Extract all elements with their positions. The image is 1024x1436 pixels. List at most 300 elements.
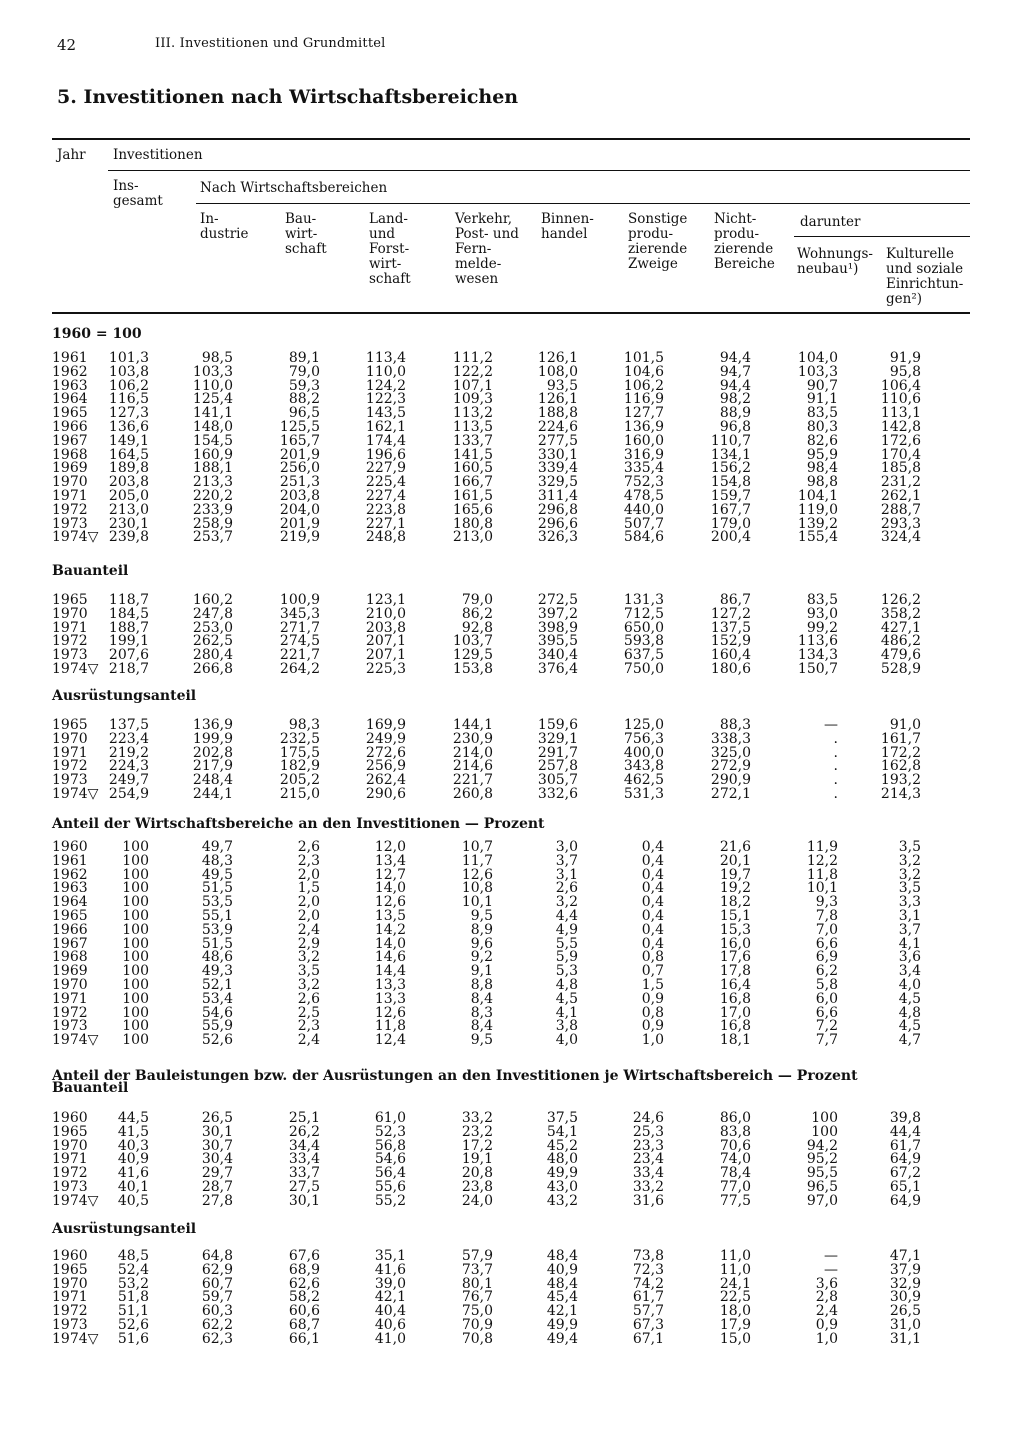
cell-wohnungsneubau: 7,8 — [815, 908, 838, 924]
table-row — [0, 881, 1024, 895]
table-row — [0, 964, 1024, 978]
cell-wohnungsneubau: 2,8 — [815, 1289, 838, 1306]
year-cell: 1963 — [52, 880, 88, 897]
cell-land-forst: 225,3 — [365, 661, 406, 677]
cell-land-forst: 14,0 — [374, 935, 406, 952]
cell-binnenhandel: 3,0 — [555, 839, 578, 855]
cell-verkehr: 86,2 — [461, 605, 493, 622]
cell-nichtproduzierende: 160,4 — [710, 647, 751, 664]
table-row — [0, 950, 1024, 964]
cell-verkehr: 213,0 — [452, 529, 493, 546]
cell-binnenhandel: 3,8 — [555, 1018, 578, 1035]
year-cell: 1967 — [52, 432, 88, 449]
cell-binnenhandel: 4,0 — [555, 1032, 578, 1049]
cell-sonstige: 33,4 — [632, 1165, 664, 1182]
cell-binnenhandel: 3,7 — [555, 852, 578, 869]
year-cell: 1971 — [52, 1289, 88, 1306]
year-cell: 1967 — [52, 935, 88, 952]
cell-land-forst: 174,4 — [365, 432, 406, 449]
year-cell: 1971 — [52, 990, 88, 1007]
cell-verkehr: 165,6 — [452, 501, 493, 518]
cell-wohnungsneubau: 150,7 — [797, 661, 838, 677]
cell-nichtproduzierende: 78,4 — [719, 1165, 751, 1182]
header-nichtproduzierende: Nicht- produ- zierende Bereiche — [714, 211, 775, 272]
cell-bauwirtschaft: 67,6 — [288, 1248, 320, 1264]
cell-sonstige: 756,3 — [623, 730, 664, 747]
cell-land-forst: 248,8 — [365, 529, 406, 546]
cell-nichtproduzierende: 110,7 — [710, 432, 751, 449]
cell-industrie: 141,1 — [192, 405, 233, 422]
cell-wohnungsneubau: 96,5 — [806, 1179, 838, 1195]
cell-bauwirtschaft: 33,4 — [288, 1151, 320, 1168]
cell-land-forst: 249,9 — [365, 730, 406, 747]
cell-sonstige: 125,0 — [623, 717, 664, 733]
year-cell: 1972 — [52, 1004, 88, 1021]
cell-kulturelle: 479,6 — [880, 647, 921, 664]
cell-wohnungsneubau: 3,6 — [815, 1275, 838, 1292]
cell-land-forst: 11,8 — [374, 1018, 406, 1035]
cell-nichtproduzierende: 86,7 — [719, 592, 751, 608]
cell-insgesamt: 103,8 — [108, 363, 149, 380]
cell-wohnungsneubau: 95,2 — [806, 1151, 838, 1168]
cell-industrie: 49,7 — [201, 839, 233, 855]
cell-bauwirtschaft: 2,0 — [297, 908, 320, 924]
section-label: Anteil der Wirtschaftsbereiche an den Investitionen — Prozent — [52, 816, 545, 832]
cell-kulturelle: 39,8 — [889, 1110, 921, 1126]
cell-bauwirtschaft: 30,1 — [288, 1192, 320, 1209]
cell-verkehr: 9,2 — [470, 949, 493, 966]
year-cell: 1970 — [52, 1275, 88, 1292]
cell-nichtproduzierende: 17,0 — [719, 1004, 751, 1021]
cell-bauwirtschaft: 1,5 — [297, 880, 320, 897]
cell-land-forst: 61,0 — [374, 1110, 406, 1126]
cell-verkehr: 9,5 — [470, 1032, 493, 1049]
year-cell: 1971 — [52, 619, 88, 636]
cell-binnenhandel: 43,0 — [546, 1179, 578, 1195]
table-row — [0, 1152, 1024, 1166]
cell-insgesamt: 230,1 — [108, 515, 149, 532]
cell-nichtproduzierende: 159,7 — [710, 488, 751, 504]
cell-bauwirtschaft: 264,2 — [279, 661, 320, 677]
cell-binnenhandel: 330,1 — [537, 446, 578, 463]
year-cell: 1970 — [52, 474, 88, 491]
table-row — [0, 923, 1024, 937]
cell-sonstige: 750,0 — [623, 661, 664, 677]
cell-bauwirtschaft: 3,5 — [297, 963, 320, 980]
cell-binnenhandel: 4,5 — [555, 990, 578, 1007]
cell-land-forst: 123,1 — [365, 592, 406, 608]
header-bottom-rule — [52, 312, 970, 314]
cell-verkehr: 8,4 — [470, 990, 493, 1007]
cell-land-forst: 40,6 — [374, 1317, 406, 1333]
table-row — [0, 1111, 1024, 1125]
cell-land-forst: 210,0 — [365, 605, 406, 622]
cell-binnenhandel: 4,4 — [555, 908, 578, 924]
cell-kulturelle: 427,1 — [880, 619, 921, 636]
cell-bauwirtschaft: 2,3 — [297, 852, 320, 869]
cell-insgesamt: 149,1 — [108, 432, 149, 449]
cell-binnenhandel: 48,4 — [546, 1248, 578, 1264]
cell-industrie: 247,8 — [192, 605, 233, 622]
cell-nichtproduzierende: 272,9 — [710, 758, 751, 775]
year-cell: 1973 — [52, 1317, 88, 1333]
cell-binnenhandel: 48,0 — [546, 1151, 578, 1168]
year-cell: 1974▽ — [52, 529, 99, 546]
header-bauwirtschaft: Bau- wirt- schaft — [285, 211, 327, 257]
cell-verkehr: 214,0 — [452, 744, 493, 761]
cell-binnenhandel: 296,8 — [537, 501, 578, 518]
year-cell: 1963 — [52, 377, 88, 394]
cell-industrie: 52,1 — [201, 977, 233, 993]
cell-sonstige: 23,4 — [632, 1151, 664, 1168]
section-label: Bauanteil — [52, 563, 129, 579]
cell-insgesamt: 40,3 — [117, 1137, 149, 1154]
cell-land-forst: 122,3 — [365, 391, 406, 408]
year-cell: 1973 — [52, 515, 88, 532]
cell-verkehr: 214,6 — [452, 758, 493, 775]
cell-land-forst: 55,6 — [374, 1179, 406, 1195]
year-cell: 1960 — [52, 1110, 88, 1126]
cell-verkehr: 92,8 — [461, 619, 493, 636]
year-cell: 1961 — [52, 350, 88, 366]
cell-binnenhandel: 45,2 — [546, 1137, 578, 1154]
cell-insgesamt: 40,5 — [117, 1192, 149, 1209]
cell-nichtproduzierende: 15,1 — [719, 908, 751, 924]
cell-binnenhandel: 272,5 — [537, 592, 578, 608]
cell-binnenhandel: 126,1 — [537, 350, 578, 366]
cell-industrie: 30,1 — [201, 1123, 233, 1140]
cell-verkehr: 8,4 — [470, 1018, 493, 1035]
cell-wohnungsneubau: 119,0 — [797, 501, 838, 518]
cell-wohnungsneubau: 6,9 — [815, 949, 838, 966]
cell-land-forst: 110,0 — [365, 363, 406, 380]
cell-bauwirtschaft: 62,6 — [288, 1275, 320, 1292]
cell-kulturelle: 3,3 — [898, 894, 921, 911]
cell-insgesamt: 51,6 — [117, 1330, 149, 1347]
cell-wohnungsneubau: 99,2 — [806, 619, 838, 636]
cell-land-forst: 12,6 — [374, 894, 406, 911]
cell-bauwirtschaft: 88,2 — [288, 391, 320, 408]
year-cell: 1974▽ — [52, 1192, 99, 1209]
cell-binnenhandel: 108,0 — [537, 363, 578, 380]
cell-bauwirtschaft: 182,9 — [279, 758, 320, 775]
cell-bauwirtschaft: 60,6 — [288, 1303, 320, 1320]
cell-binnenhandel: 43,2 — [546, 1192, 578, 1209]
cell-nichtproduzierende: 18,0 — [719, 1303, 751, 1320]
cell-nichtproduzierende: 16,4 — [719, 977, 751, 993]
table-row — [0, 746, 1024, 760]
header-wohnungsneubau: Wohnungs- neubau¹) — [797, 246, 873, 277]
cell-insgesamt: 100 — [122, 908, 149, 924]
cell-insgesamt: 101,3 — [108, 350, 149, 366]
table-row — [0, 1033, 1024, 1047]
cell-insgesamt: 239,8 — [108, 529, 149, 546]
page-number: 42 — [57, 36, 77, 54]
cell-binnenhandel: 4,1 — [555, 1004, 578, 1021]
table-row — [0, 1332, 1024, 1346]
cell-land-forst: 13,4 — [374, 852, 406, 869]
cell-wohnungsneubau: 7,7 — [815, 1032, 838, 1049]
year-cell: 1970 — [52, 605, 88, 622]
cell-binnenhandel: 2,6 — [555, 880, 578, 897]
cell-insgesamt: 205,0 — [108, 488, 149, 504]
cell-wohnungsneubau: 103,3 — [797, 363, 838, 380]
cell-binnenhandel: 339,4 — [537, 460, 578, 477]
table-row — [0, 718, 1024, 732]
cell-verkehr: 166,7 — [452, 474, 493, 491]
cell-nichtproduzierende: 17,8 — [719, 963, 751, 980]
table-row — [0, 406, 1024, 420]
cell-wohnungsneubau: 9,3 — [815, 894, 838, 911]
cell-insgesamt: 53,2 — [117, 1275, 149, 1292]
year-cell: 1970 — [52, 977, 88, 993]
cell-kulturelle: 64,9 — [889, 1192, 921, 1209]
table-row — [0, 1263, 1024, 1277]
table-row — [0, 1249, 1024, 1263]
table-row — [0, 1006, 1024, 1020]
cell-kulturelle: 113,1 — [880, 405, 921, 422]
year-cell: 1966 — [52, 921, 88, 938]
cell-verkehr: 75,0 — [461, 1303, 493, 1320]
cell-verkehr: 8,3 — [470, 1004, 493, 1021]
cell-kulturelle: 4,5 — [898, 1018, 921, 1035]
cell-wohnungsneubau: 82,6 — [806, 432, 838, 449]
cell-binnenhandel: 329,1 — [537, 730, 578, 747]
year-cell: 1968 — [52, 446, 88, 463]
cell-bauwirtschaft: 204,0 — [279, 501, 320, 518]
cell-bauwirtschaft: 271,7 — [279, 619, 320, 636]
table-row — [0, 840, 1024, 854]
cell-bauwirtschaft: 274,5 — [279, 633, 320, 650]
cell-wohnungsneubau: . — [833, 730, 838, 747]
cell-verkehr: 23,8 — [461, 1179, 493, 1195]
cell-kulturelle: 170,4 — [880, 446, 921, 463]
cell-industrie: 188,1 — [192, 460, 233, 477]
cell-land-forst: 196,6 — [365, 446, 406, 463]
year-cell: 1968 — [52, 949, 88, 966]
cell-sonstige: 160,0 — [623, 432, 664, 449]
cell-wohnungsneubau: 0,9 — [815, 1317, 838, 1333]
cell-wohnungsneubau: 113,6 — [797, 633, 838, 650]
table-row — [0, 732, 1024, 746]
section-label: Ausrüstungsanteil — [52, 1221, 197, 1237]
cell-insgesamt: 249,7 — [108, 772, 149, 789]
year-cell: 1966 — [52, 419, 88, 435]
cell-insgesamt: 224,3 — [108, 758, 149, 775]
cell-land-forst: 143,5 — [365, 405, 406, 422]
cell-kulturelle: 3,5 — [898, 880, 921, 897]
cell-sonstige: 0,4 — [641, 866, 664, 883]
cell-sonstige: 0,8 — [641, 1004, 664, 1021]
cell-binnenhandel: 329,5 — [537, 474, 578, 491]
cell-wohnungsneubau: 95,5 — [806, 1165, 838, 1182]
table-row — [0, 1194, 1024, 1208]
cell-nichtproduzierende: 127,2 — [710, 605, 751, 622]
cell-nichtproduzierende: 96,8 — [719, 419, 751, 435]
cell-land-forst: 169,9 — [365, 717, 406, 733]
cell-kulturelle: 288,7 — [880, 501, 921, 518]
table-row — [0, 1180, 1024, 1194]
section-label: 1960 = 100 — [52, 326, 142, 342]
cell-verkehr: 80,1 — [461, 1275, 493, 1292]
cell-kulturelle: 4,0 — [898, 977, 921, 993]
cell-insgesamt: 203,8 — [108, 474, 149, 491]
cell-land-forst: 262,4 — [365, 772, 406, 789]
year-cell: 1974▽ — [52, 1032, 99, 1049]
year-cell: 1965 — [52, 908, 88, 924]
cell-kulturelle: 3,4 — [898, 963, 921, 980]
table-row — [0, 448, 1024, 462]
cell-nichtproduzierende: 17,9 — [719, 1317, 751, 1333]
cell-bauwirtschaft: 100,9 — [279, 592, 320, 608]
cell-binnenhandel: 49,9 — [546, 1317, 578, 1333]
table-row — [0, 773, 1024, 787]
cell-nichtproduzierende: 20,1 — [719, 852, 751, 869]
cell-sonstige: 33,2 — [632, 1179, 664, 1195]
cell-verkehr: 107,1 — [452, 377, 493, 394]
cell-land-forst: 56,4 — [374, 1165, 406, 1182]
cell-bauwirtschaft: 201,9 — [279, 446, 320, 463]
cell-wohnungsneubau: 6,2 — [815, 963, 838, 980]
cell-industrie: 62,2 — [201, 1317, 233, 1333]
cell-nichtproduzierende: 19,7 — [719, 866, 751, 883]
cell-binnenhandel: 93,5 — [546, 377, 578, 394]
cell-nichtproduzierende: 77,0 — [719, 1179, 751, 1195]
table-row — [0, 759, 1024, 773]
cell-wohnungsneubau: . — [833, 744, 838, 761]
cell-land-forst: 39,0 — [374, 1275, 406, 1292]
cell-insgesamt: 218,7 — [108, 661, 149, 677]
cell-bauwirtschaft: 96,5 — [288, 405, 320, 422]
cell-land-forst: 12,0 — [374, 839, 406, 855]
cell-industrie: 64,8 — [201, 1248, 233, 1264]
cell-industrie: 154,5 — [192, 432, 233, 449]
cell-wohnungsneubau: . — [833, 772, 838, 789]
cell-industrie: 202,8 — [192, 744, 233, 761]
year-cell: 1965 — [52, 405, 88, 422]
cell-wohnungsneubau: 6,6 — [815, 935, 838, 952]
cell-verkehr: 103,7 — [452, 633, 493, 650]
cell-land-forst: 13,3 — [374, 990, 406, 1007]
cell-nichtproduzierende: 137,5 — [710, 619, 751, 636]
cell-bauwirtschaft: 165,7 — [279, 432, 320, 449]
cell-binnenhandel: 305,7 — [537, 772, 578, 789]
cell-land-forst: 227,9 — [365, 460, 406, 477]
cell-kulturelle: 4,7 — [898, 1032, 921, 1049]
cell-sonstige: 116,9 — [623, 391, 664, 408]
cell-nichtproduzierende: 17,6 — [719, 949, 751, 966]
cell-verkehr: 11,7 — [461, 852, 493, 869]
cell-industrie: 213,3 — [192, 474, 233, 491]
cell-nichtproduzierende: 83,8 — [719, 1123, 751, 1140]
cell-kulturelle: 26,5 — [889, 1303, 921, 1320]
cell-verkehr: 70,9 — [461, 1317, 493, 1333]
year-cell: 1971 — [52, 744, 88, 761]
cell-wohnungsneubau: 7,0 — [815, 921, 838, 938]
cell-insgesamt: 100 — [122, 935, 149, 952]
cell-insgesamt: 127,3 — [108, 405, 149, 422]
table-row — [0, 392, 1024, 406]
header-sonstige: Sonstige produ- zierende Zweige — [628, 211, 688, 272]
cell-verkehr: 221,7 — [452, 772, 493, 789]
cell-wohnungsneubau: 1,0 — [815, 1330, 838, 1347]
table-row — [0, 1277, 1024, 1291]
cell-nichtproduzierende: 16,8 — [719, 990, 751, 1007]
cell-sonstige: 73,8 — [632, 1248, 664, 1264]
header-rule-1 — [108, 170, 970, 171]
cell-bauwirtschaft: 2,3 — [297, 1018, 320, 1035]
cell-sonstige: 67,1 — [632, 1330, 664, 1347]
cell-industrie: 233,9 — [192, 501, 233, 518]
cell-kulturelle: 3,7 — [898, 921, 921, 938]
cell-insgesamt: 100 — [122, 921, 149, 938]
cell-bauwirtschaft: 203,8 — [279, 488, 320, 504]
cell-verkehr: 153,8 — [452, 661, 493, 677]
cell-nichtproduzierende: 94,7 — [719, 363, 751, 380]
year-cell: 1972 — [52, 1165, 88, 1182]
cell-verkehr: 230,9 — [452, 730, 493, 747]
cell-sonstige: 752,3 — [623, 474, 664, 491]
cell-nichtproduzierende: 22,5 — [719, 1289, 751, 1306]
cell-industrie: 49,5 — [201, 866, 233, 883]
cell-sonstige: 127,7 — [623, 405, 664, 422]
cell-sonstige: 106,2 — [623, 377, 664, 394]
cell-bauwirtschaft: 2,0 — [297, 866, 320, 883]
year-cell: 1965 — [52, 1123, 88, 1140]
cell-binnenhandel: 5,9 — [555, 949, 578, 966]
cell-kulturelle: 172,2 — [880, 744, 921, 761]
cell-binnenhandel: 296,6 — [537, 515, 578, 532]
table-row — [0, 503, 1024, 517]
cell-bauwirtschaft: 25,1 — [288, 1110, 320, 1126]
cell-bauwirtschaft: 2,0 — [297, 894, 320, 911]
cell-sonstige: 507,7 — [623, 515, 664, 532]
cell-verkehr: 10,1 — [461, 894, 493, 911]
table-row — [0, 662, 1024, 676]
cell-kulturelle: 214,3 — [880, 786, 921, 802]
cell-binnenhandel: 42,1 — [546, 1303, 578, 1320]
year-cell: 1972 — [52, 1303, 88, 1320]
cell-verkehr: 20,8 — [461, 1165, 493, 1182]
year-cell: 1972 — [52, 501, 88, 518]
table-row — [0, 1125, 1024, 1139]
cell-verkehr: 9,1 — [470, 963, 493, 980]
table-row — [0, 992, 1024, 1006]
table-row — [0, 1019, 1024, 1033]
cell-sonstige: 24,6 — [632, 1110, 664, 1126]
cell-nichtproduzierende: 70,6 — [719, 1137, 751, 1154]
cell-sonstige: 1,0 — [641, 1032, 664, 1049]
cell-verkehr: 79,0 — [461, 592, 493, 608]
section-sublabel: Bauanteil — [52, 1080, 129, 1096]
cell-industrie: 53,5 — [201, 894, 233, 911]
cell-land-forst: 223,8 — [365, 501, 406, 518]
table-row — [0, 1166, 1024, 1180]
cell-nichtproduzierende: 94,4 — [719, 350, 751, 366]
cell-wohnungsneubau: — — [824, 1261, 838, 1278]
cell-sonstige: 0,7 — [641, 963, 664, 980]
cell-binnenhandel: 49,9 — [546, 1165, 578, 1182]
cell-industrie: 51,5 — [201, 880, 233, 897]
cell-kulturelle: 293,3 — [880, 515, 921, 532]
cell-nichtproduzierende: 88,3 — [719, 717, 751, 733]
cell-land-forst: 113,4 — [365, 350, 406, 366]
cell-land-forst: 227,1 — [365, 515, 406, 532]
cell-kulturelle: 4,5 — [898, 990, 921, 1007]
year-cell: 1962 — [52, 866, 88, 883]
cell-land-forst: 54,6 — [374, 1151, 406, 1168]
cell-insgesamt: 100 — [122, 839, 149, 855]
